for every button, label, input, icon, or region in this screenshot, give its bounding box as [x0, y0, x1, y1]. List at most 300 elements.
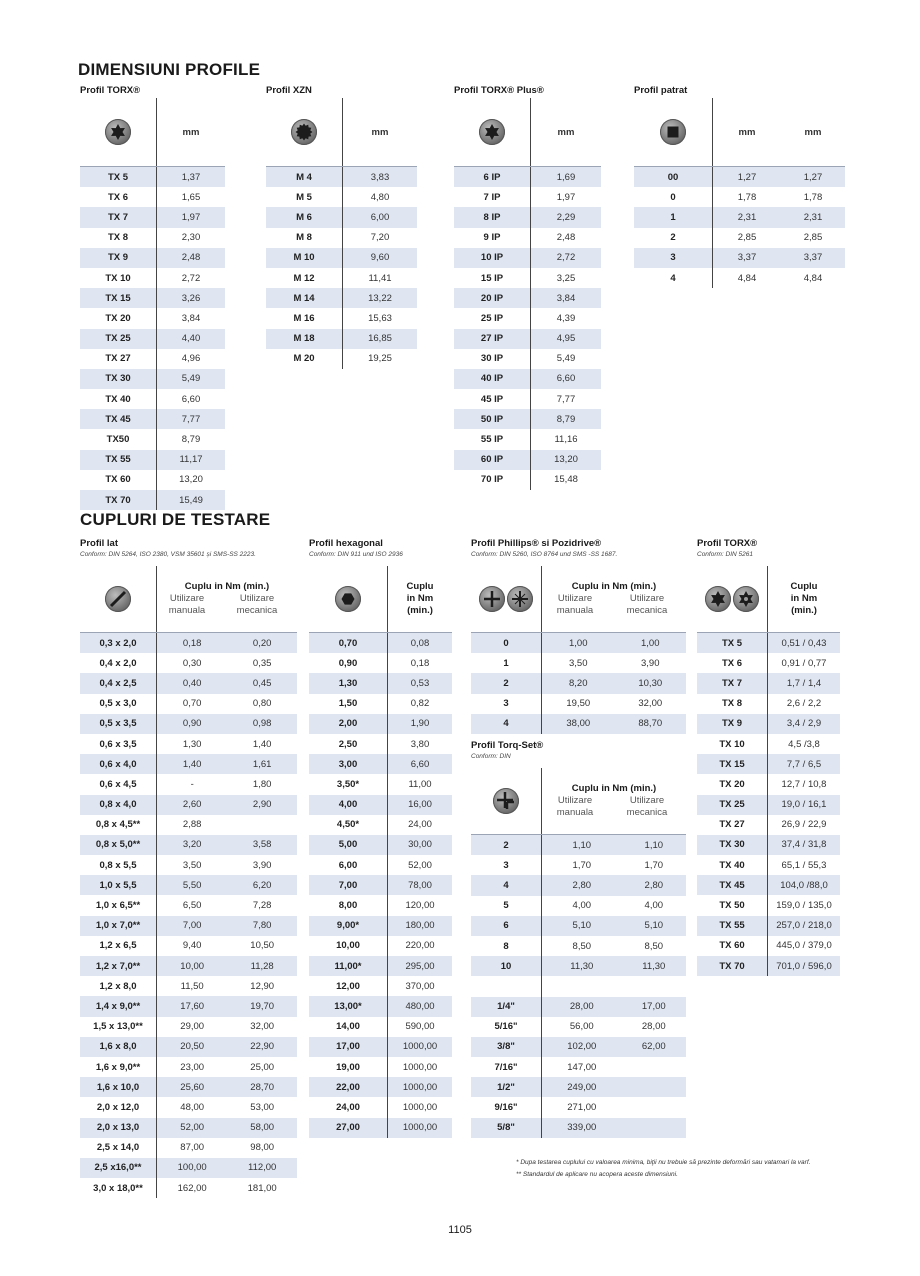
table-row — [634, 207, 845, 227]
size-label: TX 10 — [719, 738, 745, 750]
value-cell: 88,70 — [638, 718, 663, 730]
size-label: 6 — [503, 920, 509, 932]
value-cell: 590,00 — [405, 1021, 435, 1033]
value-cell: 701,0 / 596,0 — [776, 960, 832, 972]
table-row — [471, 694, 686, 714]
table-row — [80, 714, 297, 734]
value-cell: 181,00 — [247, 1182, 277, 1194]
value-cell: 2,31 — [803, 211, 823, 223]
table-row — [471, 1097, 686, 1117]
table-row — [471, 714, 686, 734]
table-row — [471, 673, 686, 693]
size-label: 2,0 x 13,0 — [96, 1122, 140, 1134]
size-label: M 16 — [293, 312, 315, 324]
dim-table — [454, 98, 601, 490]
torx-tamper-icon — [733, 586, 759, 612]
table-row — [309, 976, 452, 996]
size-label: M 14 — [293, 292, 315, 304]
value-cell: 3,25 — [556, 272, 576, 284]
value-cell: 13,22 — [368, 292, 392, 304]
value-cell: 3,58 — [252, 839, 272, 851]
value-cell: 4,5 /3,8 — [788, 738, 820, 750]
table-row — [309, 1077, 452, 1097]
value-cell: 10,00 — [180, 960, 205, 972]
value-cell: 2,29 — [556, 211, 576, 223]
value-cell: 4,84 — [737, 272, 757, 284]
column-header: Cuplu in Nm (min.) — [184, 581, 270, 592]
table-row — [80, 1178, 297, 1198]
value-cell: 2,90 — [252, 799, 272, 811]
size-label: 10 IP — [480, 252, 504, 264]
value-cell: 2,48 — [181, 252, 201, 264]
table-row — [309, 774, 452, 794]
value-cell: 28,00 — [569, 1001, 594, 1013]
table-row — [80, 308, 225, 328]
table-row — [80, 916, 297, 936]
size-label: 5 — [503, 900, 509, 912]
value-cell: 7,00 — [182, 920, 202, 932]
table-row — [697, 694, 840, 714]
value-cell: 9,60 — [370, 252, 390, 264]
table-row — [80, 855, 297, 875]
table-row — [634, 248, 845, 268]
value-cell: 8,50 — [644, 940, 664, 952]
value-cell: 8,79 — [181, 434, 201, 446]
table-title: Profil lat — [80, 538, 119, 549]
size-label: 7/16" — [494, 1061, 518, 1073]
table-row — [266, 268, 417, 288]
table-row — [80, 1118, 297, 1138]
value-cell: 4,95 — [556, 333, 576, 345]
size-label: TX 55 — [105, 454, 131, 466]
size-label: 1,6 x 10,0 — [96, 1081, 140, 1093]
table-row — [80, 187, 225, 207]
value-cell: 3,26 — [181, 292, 201, 304]
size-label: 10,00 — [336, 940, 360, 952]
table-row — [471, 956, 686, 976]
table-row — [80, 694, 297, 714]
table-row — [266, 308, 417, 328]
value-cell: 1,69 — [556, 171, 576, 183]
torque-table — [80, 566, 297, 1198]
value-cell: 32,00 — [638, 698, 663, 710]
value-cell: 29,00 — [180, 1021, 205, 1033]
size-label: 27 IP — [480, 333, 504, 345]
size-label: TX 5 — [721, 637, 743, 649]
table-row — [471, 997, 686, 1017]
value-cell: 3,37 — [803, 252, 823, 264]
value-cell: 7,20 — [370, 232, 390, 244]
slotted-icon — [105, 586, 131, 612]
value-cell: 10,30 — [638, 677, 663, 689]
value-cell: 1,30 — [182, 738, 202, 750]
size-label: 0,4 x 2,0 — [99, 657, 137, 669]
value-cell: 104,0 /88,0 — [780, 879, 828, 891]
value-cell: 120,00 — [405, 900, 435, 912]
torque-phillips-table — [471, 538, 686, 734]
size-label: 0,8 x 4,0 — [99, 799, 137, 811]
size-label: TX 60 — [719, 940, 745, 952]
value-cell: 102,00 — [567, 1041, 597, 1053]
table-row — [266, 187, 417, 207]
table-row — [80, 409, 225, 429]
torx-icon — [705, 586, 731, 612]
size-label: 3 — [503, 698, 509, 710]
value-cell: 3,90 — [252, 859, 272, 871]
value-cell: 1,78 — [803, 191, 823, 203]
table-row — [80, 754, 297, 774]
page-number: 1105 — [448, 1224, 472, 1236]
value-cell: 1,70 — [572, 859, 592, 871]
table-title: Profil TORX® — [697, 538, 758, 549]
table-row — [454, 248, 601, 268]
size-label: TX 15 — [719, 758, 745, 770]
table-row — [80, 490, 225, 510]
value-cell: 1000,00 — [402, 1122, 438, 1134]
table-row — [471, 916, 686, 936]
value-cell: 65,1 / 55,3 — [781, 859, 827, 871]
value-cell: 15,48 — [554, 474, 578, 486]
subheader: mecanica — [626, 807, 668, 818]
value-cell: 24,00 — [408, 819, 432, 831]
size-label: TX 7 — [721, 677, 743, 689]
torque-slotted-table — [80, 538, 297, 1198]
value-cell: 2,80 — [644, 879, 664, 891]
value-cell: 53,00 — [250, 1101, 275, 1113]
size-label: 4 — [670, 272, 676, 284]
size-label: 0 — [503, 637, 509, 649]
size-label: 7 IP — [483, 191, 501, 203]
size-label: 3,00 — [338, 758, 358, 770]
phillips-icon — [479, 586, 505, 612]
table-row — [454, 369, 601, 389]
value-cell: 17,60 — [180, 1000, 205, 1012]
table-row — [80, 1037, 297, 1057]
value-cell: 2,72 — [181, 272, 201, 284]
value-cell: 58,00 — [250, 1122, 275, 1134]
table-row — [80, 673, 297, 693]
torque-table — [309, 566, 452, 1138]
table-row — [80, 815, 297, 835]
size-label: 45 IP — [480, 393, 504, 405]
size-label: 0,4 x 2,5 — [99, 677, 137, 689]
torx-plus-icon — [479, 119, 505, 145]
dim-torx-table — [80, 85, 225, 510]
table-row — [697, 795, 840, 815]
dim-xzn-table — [266, 85, 417, 369]
size-label: TX 50 — [719, 900, 745, 912]
value-cell: 1000,00 — [402, 1061, 438, 1073]
size-label: 1,6 x 8,0 — [99, 1041, 137, 1053]
table-row — [80, 1138, 297, 1158]
value-cell: 2,30 — [181, 232, 201, 244]
table-row — [471, 1037, 686, 1057]
value-cell: 11,16 — [554, 434, 578, 446]
table-row — [309, 1037, 452, 1057]
column-header: (min.) — [407, 605, 433, 616]
size-label: 2 — [503, 839, 509, 851]
footnote-1: * Dupa testarea cuplului cu valoarea minima, biţii nu trebuie să prezinte deformări sau vatamari la varf. — [516, 1159, 811, 1166]
table-row — [80, 1017, 297, 1037]
table-row — [471, 1057, 686, 1077]
torq-set-icon — [493, 788, 519, 814]
conform-note: Conform: DIN — [471, 753, 511, 760]
conform-note: Conform: DIN 5260, ISO 8764 und SMS -SS 1687. — [471, 551, 618, 558]
table-row — [309, 855, 452, 875]
size-label: 5/8" — [497, 1122, 515, 1134]
table-row — [309, 956, 452, 976]
size-label: TX50 — [106, 434, 130, 446]
table-row — [80, 1077, 297, 1097]
value-cell: 100,00 — [177, 1162, 207, 1174]
value-cell: 5,10 — [572, 920, 592, 932]
size-label: TX 5 — [107, 171, 129, 183]
size-label: 0,6 x 4,0 — [99, 758, 137, 770]
table-row — [80, 996, 297, 1016]
value-cell: 4,40 — [181, 333, 201, 345]
table-row — [471, 1118, 686, 1138]
value-cell: 1,97 — [181, 211, 201, 223]
value-cell: 0,91 / 0,77 — [781, 657, 827, 669]
size-label: TX 27 — [719, 819, 745, 831]
size-label: M 4 — [296, 171, 312, 183]
size-label: TX 8 — [721, 698, 743, 710]
value-cell: 3,50 — [182, 859, 202, 871]
size-label: 0,5 x 3,0 — [99, 698, 137, 710]
value-cell: 6,60 — [410, 758, 430, 770]
table-row — [309, 1017, 452, 1037]
size-label: M 8 — [296, 232, 312, 244]
size-label: 1 — [503, 657, 509, 669]
value-cell: 16,00 — [408, 799, 432, 811]
column-header: mm — [804, 126, 822, 138]
value-cell: 11,00 — [408, 778, 432, 790]
size-label: TX 9 — [721, 718, 743, 730]
size-label: 60 IP — [480, 454, 504, 466]
value-cell: 159,0 / 135,0 — [776, 900, 832, 912]
value-cell: 11,41 — [368, 272, 392, 284]
table-row — [697, 916, 840, 936]
size-label: 0,5 x 3,5 — [99, 718, 137, 730]
value-cell: 295,00 — [405, 960, 435, 972]
column-header: in Nm — [406, 593, 434, 604]
table-title: Profil hexagonal — [309, 538, 383, 549]
size-label: 9/16" — [494, 1102, 518, 1114]
value-cell: 7,80 — [252, 920, 272, 932]
value-cell: 257,0 / 218,0 — [776, 920, 832, 932]
table-row — [471, 936, 686, 956]
size-label: 20 IP — [480, 292, 504, 304]
size-label: 4 — [503, 879, 509, 891]
table-row — [309, 916, 452, 936]
value-cell: 26,9 / 22,9 — [781, 819, 827, 831]
value-cell: 87,00 — [180, 1142, 205, 1154]
table-row — [309, 795, 452, 815]
table-row — [80, 329, 225, 349]
size-label: M 20 — [293, 353, 315, 365]
table-row — [80, 268, 225, 288]
value-cell: 16,85 — [368, 333, 392, 345]
value-cell: 4,00 — [644, 900, 664, 912]
column-header: in Nm — [790, 593, 818, 604]
size-label: TX 20 — [719, 778, 745, 790]
footnote-2: ** Standardul de aplicare nu acopera aceste dimensiuni. — [516, 1171, 678, 1178]
size-label: 25 IP — [480, 312, 504, 324]
value-cell: 19,50 — [566, 698, 591, 710]
table-row — [309, 734, 452, 754]
table-row — [309, 714, 452, 734]
column-header: Cuplu — [406, 581, 434, 592]
torque-table — [471, 566, 686, 734]
size-label: 9,00* — [336, 920, 360, 932]
value-cell: 147,00 — [567, 1061, 597, 1073]
table-title: Profil patrat — [634, 85, 688, 96]
size-label: 24,00 — [336, 1101, 360, 1113]
table-row — [454, 288, 601, 308]
size-label: 17,00 — [336, 1041, 360, 1053]
table-row — [454, 429, 601, 449]
table-row — [309, 633, 452, 654]
value-cell: 7,28 — [252, 900, 272, 912]
size-label: 12,00 — [336, 980, 360, 992]
table-row — [309, 673, 452, 693]
value-cell: 220,00 — [405, 940, 435, 952]
size-label: 11,00* — [334, 960, 362, 972]
value-cell: 370,00 — [405, 980, 435, 992]
value-cell: 10,50 — [250, 940, 275, 952]
value-cell: 19,25 — [368, 353, 392, 365]
size-label: 1,2 x 7,0** — [95, 960, 141, 972]
size-label: 4,00 — [338, 799, 358, 811]
size-label: TX 45 — [105, 413, 131, 425]
size-label: TX 27 — [105, 353, 131, 365]
table-row — [266, 288, 417, 308]
value-cell: 7,77 — [556, 393, 576, 405]
table-row — [80, 633, 297, 654]
table-row — [454, 167, 601, 188]
value-cell: 3,50 — [569, 657, 588, 669]
value-cell: 4,96 — [181, 353, 201, 365]
section-title-torque: CUPLURI DE TESTARE — [80, 510, 271, 529]
conform-note: Conform: DIN 5264, ISO 2380, VSM 35601 și SMS-SS 2223. — [80, 551, 256, 558]
size-label: 1 — [670, 211, 676, 223]
value-cell: 3,90 — [641, 657, 660, 669]
table-row — [454, 207, 601, 227]
table-row — [309, 653, 452, 673]
table-row — [634, 167, 845, 188]
size-label: 1,0 x 5,5 — [99, 879, 137, 891]
table-row — [266, 228, 417, 248]
value-cell: 1,97 — [556, 191, 576, 203]
value-cell: 6,60 — [181, 393, 201, 405]
table-row — [471, 1017, 686, 1037]
value-cell: 0,51 / 0,43 — [781, 637, 827, 649]
size-label: 40 IP — [480, 373, 504, 385]
size-label: 3,0 x 18,0** — [93, 1182, 143, 1194]
table-row — [266, 248, 417, 268]
size-label: 0,8 x 5,0** — [95, 839, 141, 851]
value-cell: 5,50 — [182, 879, 202, 891]
value-cell: 48,00 — [180, 1101, 205, 1113]
value-cell: 3,20 — [182, 839, 202, 851]
value-cell: 8,20 — [569, 677, 588, 689]
table-title: Profil TORX® — [80, 85, 141, 96]
size-label: M 10 — [293, 252, 315, 264]
size-label: 0,6 x 4,5 — [99, 778, 137, 790]
table-row — [471, 633, 686, 654]
value-cell: 0,35 — [252, 657, 272, 669]
value-cell: 12,7 / 10,8 — [781, 778, 827, 790]
value-cell: 25,60 — [180, 1081, 205, 1093]
dim-table — [266, 98, 417, 369]
table-row — [80, 167, 225, 188]
table-title: Profil Torq-Set® — [471, 740, 544, 751]
size-label: 1,2 x 6,5 — [99, 940, 137, 952]
value-cell: 3,80 — [410, 738, 430, 750]
table-row — [80, 450, 225, 470]
size-label: 2,00 — [338, 718, 358, 730]
table-row — [454, 450, 601, 470]
size-label: 5/16" — [494, 1021, 518, 1033]
subheader: Utilizare — [239, 593, 275, 604]
value-cell: 0,53 — [410, 677, 430, 689]
value-cell: 8,50 — [572, 940, 592, 952]
value-cell: 0,08 — [410, 637, 430, 649]
size-label: TX 40 — [105, 393, 131, 405]
value-cell: 9,40 — [182, 940, 202, 952]
size-label: TX 40 — [719, 859, 745, 871]
value-cell: 32,00 — [250, 1021, 275, 1033]
size-label: 8 IP — [483, 211, 501, 223]
column-header: Cuplu — [790, 581, 818, 592]
value-cell: 1,7 / 1,4 — [786, 677, 822, 689]
size-label: M 6 — [296, 211, 312, 223]
value-cell: 1,70 — [644, 859, 664, 871]
value-cell: 12,90 — [250, 980, 275, 992]
table-row — [80, 248, 225, 268]
table-row — [80, 875, 297, 895]
value-cell: 3,4 / 2,9 — [786, 718, 822, 730]
value-cell: 52,00 — [408, 859, 432, 871]
value-cell: 4,00 — [572, 900, 592, 912]
value-cell: 3,83 — [370, 171, 390, 183]
value-cell: 7,7 / 6,5 — [786, 758, 822, 770]
size-label: M 18 — [293, 333, 315, 345]
table-row — [80, 207, 225, 227]
size-label: 00 — [667, 171, 679, 183]
value-cell: 0,40 — [182, 677, 202, 689]
size-label: TX 6 — [721, 657, 743, 669]
table-row — [634, 228, 845, 248]
table-row — [309, 835, 452, 855]
value-cell: 1,40 — [252, 738, 272, 750]
table-row — [309, 875, 452, 895]
size-label: 0,8 x 5,5 — [99, 859, 137, 871]
size-label: 4 — [503, 718, 509, 730]
table-row — [697, 633, 840, 654]
size-label: 6 IP — [483, 171, 501, 183]
size-label: 8,00 — [338, 900, 358, 912]
value-cell: 1,37 — [181, 171, 201, 183]
subheader: manuala — [556, 807, 594, 818]
value-cell: 19,0 / 16,1 — [781, 799, 827, 811]
value-cell: 3,37 — [737, 252, 757, 264]
size-label: 13,00* — [334, 1000, 362, 1012]
value-cell: 8,79 — [556, 413, 576, 425]
size-label: 0,90 — [338, 657, 358, 669]
size-label: 0,6 x 3,5 — [99, 738, 137, 750]
size-label: 22,00 — [336, 1081, 360, 1093]
